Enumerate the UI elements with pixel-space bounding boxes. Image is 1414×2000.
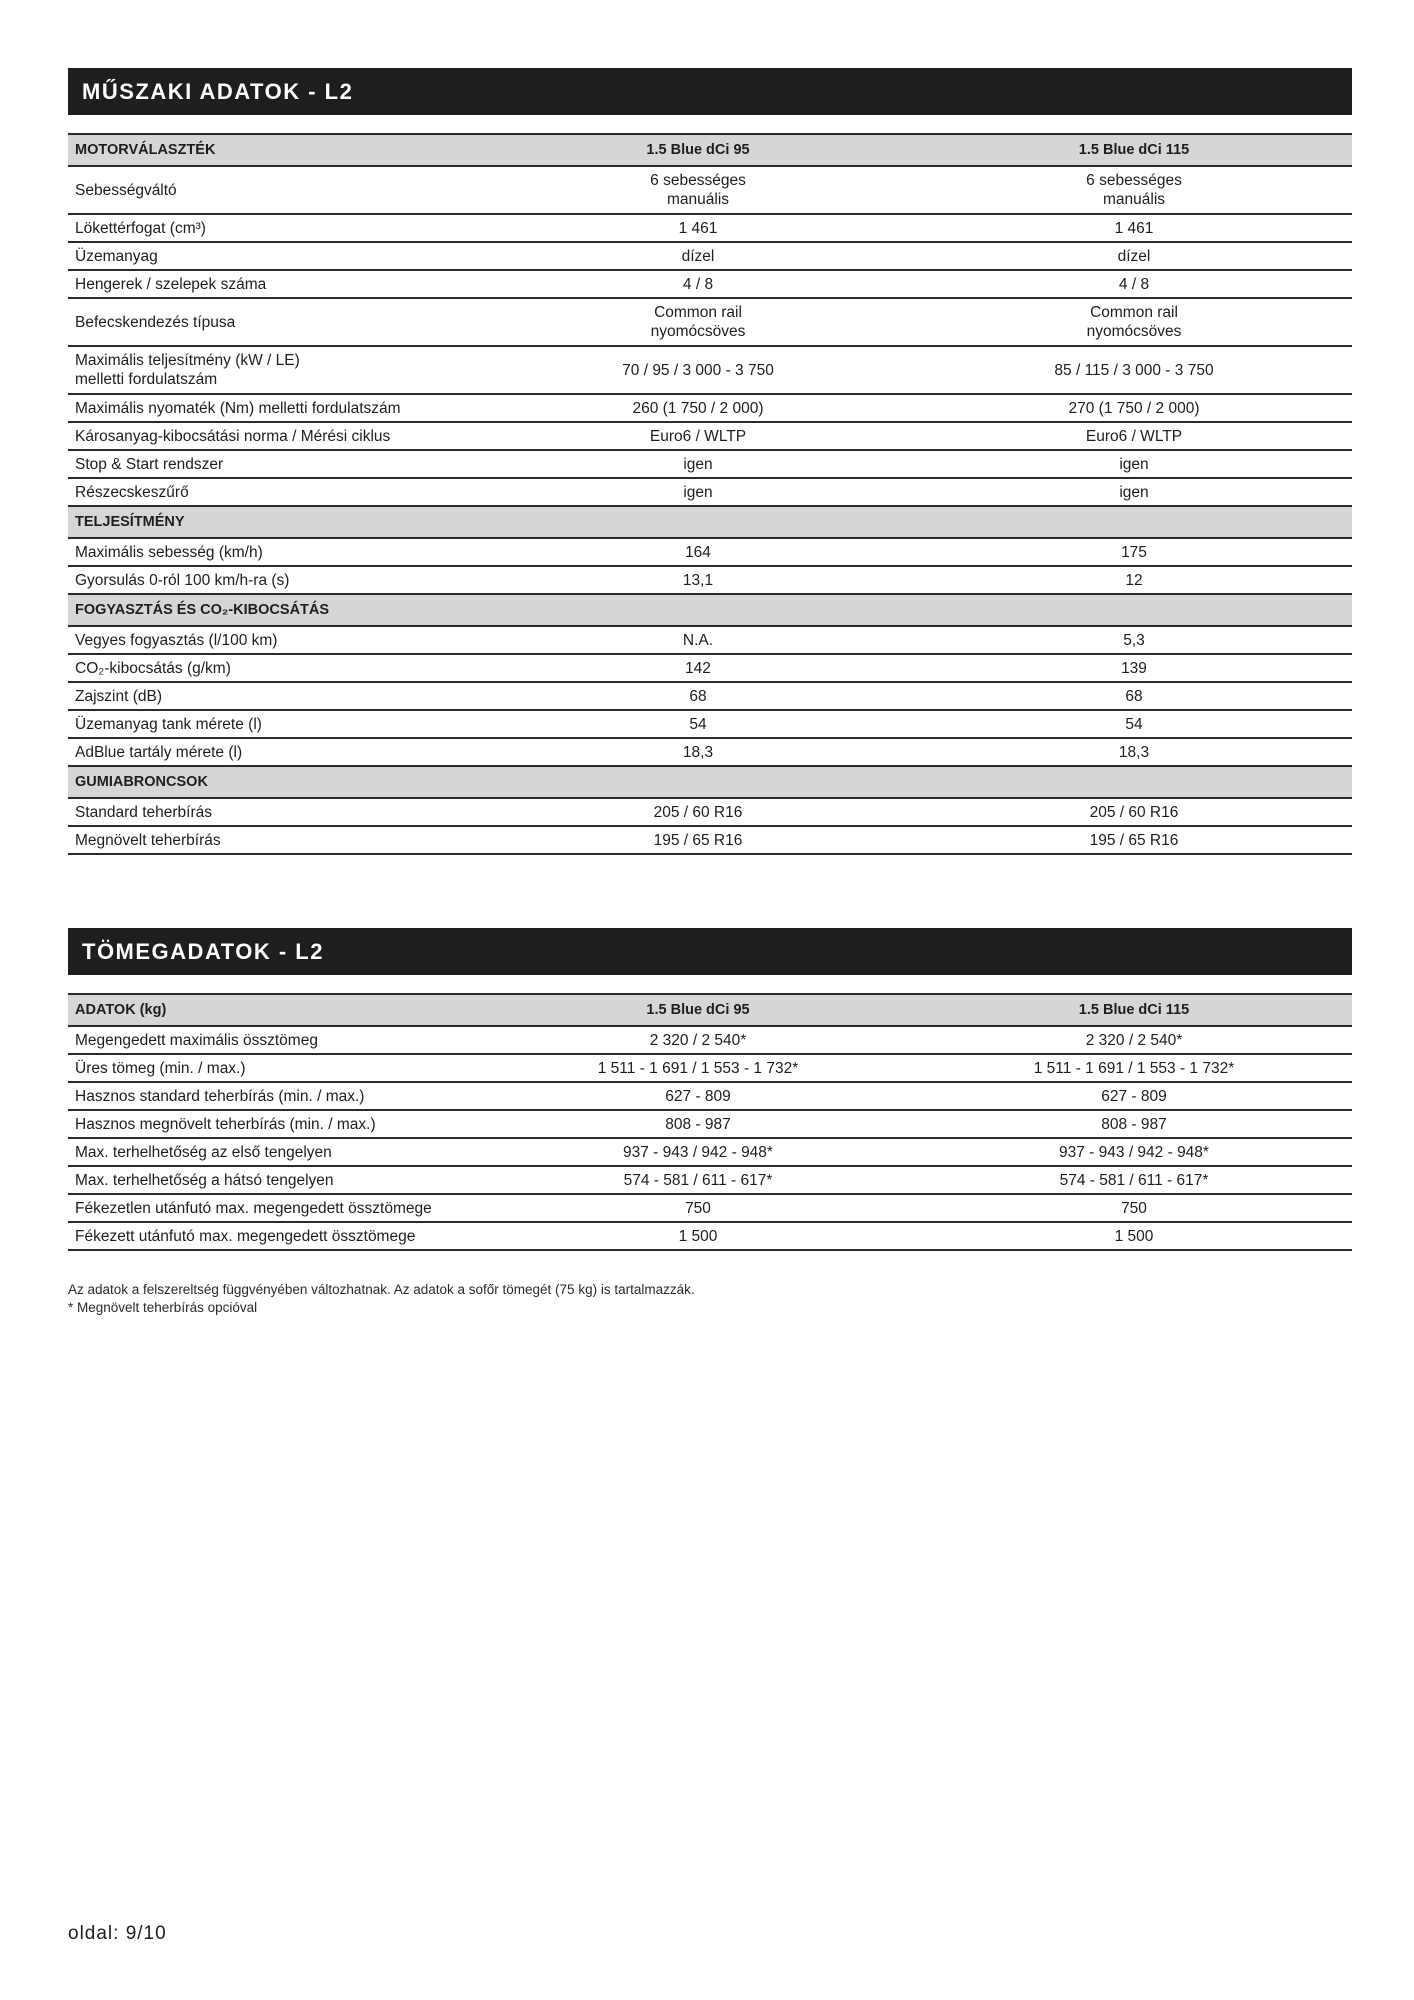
row-label: Max. terhelhetőség az első tengelyen xyxy=(68,1138,480,1166)
value-col-1: 195 / 65 R16 xyxy=(480,826,916,854)
value-col-1: 1 511 - 1 691 / 1 553 - 1 732* xyxy=(480,1054,916,1082)
row-label: Lökettérfogat (cm³) xyxy=(68,214,480,242)
value-col-1: 1.5 Blue dCi 95 xyxy=(480,134,916,166)
tech-spec-table xyxy=(68,133,1352,855)
value-col-2 xyxy=(916,506,1352,538)
row-label: Részecskeszűrő xyxy=(68,478,480,506)
value-col-1: igen xyxy=(480,478,916,506)
value-col-1: 1 500 xyxy=(480,1222,916,1250)
row-label: ADATOK (kg) xyxy=(68,994,480,1026)
table-row xyxy=(68,566,1352,594)
value-col-1: 68 xyxy=(480,682,916,710)
table-row xyxy=(68,346,1352,394)
value-col-1: 164 xyxy=(480,538,916,566)
value-col-2: 937 - 943 / 942 - 948* xyxy=(916,1138,1352,1166)
value-col-1: Euro6 / WLTP xyxy=(480,422,916,450)
row-label: Megengedett maximális össztömeg xyxy=(68,1026,480,1054)
table-row xyxy=(68,242,1352,270)
row-label: Zajszint (dB) xyxy=(68,682,480,710)
table-header-row xyxy=(68,594,1352,626)
value-col-1: 70 / 95 / 3 000 - 3 750 xyxy=(480,346,916,394)
value-col-2: 1 461 xyxy=(916,214,1352,242)
table-row xyxy=(68,478,1352,506)
value-col-2: 1.5 Blue dCi 115 xyxy=(916,994,1352,1026)
value-col-1: 1 461 xyxy=(480,214,916,242)
table-header-row xyxy=(68,766,1352,798)
table-row xyxy=(68,626,1352,654)
table-row xyxy=(68,738,1352,766)
value-col-1: dízel xyxy=(480,242,916,270)
value-col-2: Euro6 / WLTP xyxy=(916,422,1352,450)
value-col-1: N.A. xyxy=(480,626,916,654)
row-label: Maximális sebesség (km/h) xyxy=(68,538,480,566)
table-row xyxy=(68,1110,1352,1138)
table-row xyxy=(68,214,1352,242)
footnotes xyxy=(68,1281,695,1317)
row-label: Sebességváltó xyxy=(68,166,480,214)
value-col-2: 1.5 Blue dCi 115 xyxy=(916,134,1352,166)
value-col-2: 1 511 - 1 691 / 1 553 - 1 732* xyxy=(916,1054,1352,1082)
row-label: Stop & Start rendszer xyxy=(68,450,480,478)
table-row xyxy=(68,298,1352,346)
table-row xyxy=(68,1194,1352,1222)
value-col-1: 13,1 xyxy=(480,566,916,594)
value-col-1: 6 sebességes manuális xyxy=(480,166,916,214)
value-col-1: igen xyxy=(480,450,916,478)
row-label: Befecskendezés típusa xyxy=(68,298,480,346)
value-col-1 xyxy=(480,766,916,798)
table-row xyxy=(68,1082,1352,1110)
value-col-2: igen xyxy=(916,478,1352,506)
table-row xyxy=(68,1166,1352,1194)
value-col-1 xyxy=(480,506,916,538)
value-col-1: 2 320 / 2 540* xyxy=(480,1026,916,1054)
row-label: GUMIABRONCSOK xyxy=(68,766,480,798)
table-header-row xyxy=(68,994,1352,1026)
value-col-2: 85 / 115 / 3 000 - 3 750 xyxy=(916,346,1352,394)
value-col-2: 270 (1 750 / 2 000) xyxy=(916,394,1352,422)
value-col-1: 808 - 987 xyxy=(480,1110,916,1138)
table-row xyxy=(68,166,1352,214)
row-label: Fékezetlen utánfutó max. megengedett össztömege xyxy=(68,1194,480,1222)
value-col-1: 142 xyxy=(480,654,916,682)
value-col-2: igen xyxy=(916,450,1352,478)
value-col-2: 205 / 60 R16 xyxy=(916,798,1352,826)
value-col-2: 5,3 xyxy=(916,626,1352,654)
row-label: Maximális nyomaték (Nm) melletti fordulatszám xyxy=(68,394,480,422)
table-row xyxy=(68,654,1352,682)
table-header-row xyxy=(68,134,1352,166)
value-col-2: 175 xyxy=(916,538,1352,566)
row-label: Hengerek / szelepek száma xyxy=(68,270,480,298)
value-col-2 xyxy=(916,594,1352,626)
footnote-line: * Megnövelt teherbírás opcióval xyxy=(68,1300,258,1315)
row-label: Üzemanyag tank mérete (l) xyxy=(68,710,480,738)
table-row xyxy=(68,450,1352,478)
value-col-2: 1 500 xyxy=(916,1222,1352,1250)
table-header-row xyxy=(68,506,1352,538)
row-label: CO₂-kibocsátás (g/km) xyxy=(68,654,480,682)
row-label: Hasznos megnövelt teherbírás (min. / max.) xyxy=(68,1110,480,1138)
value-col-2: 18,3 xyxy=(916,738,1352,766)
table-row xyxy=(68,538,1352,566)
value-col-1: 18,3 xyxy=(480,738,916,766)
row-label: Hasznos standard teherbírás (min. / max.) xyxy=(68,1082,480,1110)
mass-section-title: TÖMEGADATOK - L2 xyxy=(68,928,1352,975)
row-label: Üres tömeg (min. / max.) xyxy=(68,1054,480,1082)
row-label: FOGYASZTÁS ÉS CO₂-KIBOCSÁTÁS xyxy=(68,594,480,626)
tech-section-title: MŰSZAKI ADATOK - L2 xyxy=(68,68,1352,115)
table-row xyxy=(68,1026,1352,1054)
value-col-2 xyxy=(916,766,1352,798)
row-label: Standard teherbírás xyxy=(68,798,480,826)
row-label: Károsanyag-kibocsátási norma / Mérési ciklus xyxy=(68,422,480,450)
value-col-2: 6 sebességes manuális xyxy=(916,166,1352,214)
value-col-1 xyxy=(480,594,916,626)
value-col-1: 750 xyxy=(480,1194,916,1222)
value-col-2: dízel xyxy=(916,242,1352,270)
value-col-2: 4 / 8 xyxy=(916,270,1352,298)
row-label: Megnövelt teherbírás xyxy=(68,826,480,854)
value-col-2: 68 xyxy=(916,682,1352,710)
value-col-1: 4 / 8 xyxy=(480,270,916,298)
table-row xyxy=(68,682,1352,710)
table-row xyxy=(68,1054,1352,1082)
table-row xyxy=(68,270,1352,298)
value-col-1: 1.5 Blue dCi 95 xyxy=(480,994,916,1026)
table-row xyxy=(68,394,1352,422)
table-row xyxy=(68,1222,1352,1250)
page-number: oldal: 9/10 xyxy=(68,1923,167,1944)
value-col-2: 2 320 / 2 540* xyxy=(916,1026,1352,1054)
table-row xyxy=(68,422,1352,450)
value-col-2: 808 - 987 xyxy=(916,1110,1352,1138)
value-col-1: 260 (1 750 / 2 000) xyxy=(480,394,916,422)
row-label: MOTORVÁLASZTÉK xyxy=(68,134,480,166)
row-label: Gyorsulás 0-ról 100 km/h-ra (s) xyxy=(68,566,480,594)
value-col-2: 750 xyxy=(916,1194,1352,1222)
value-col-1: 627 - 809 xyxy=(480,1082,916,1110)
table-row xyxy=(68,826,1352,854)
row-label: Max. terhelhetőség a hátsó tengelyen xyxy=(68,1166,480,1194)
table-row xyxy=(68,798,1352,826)
value-col-1: Common rail nyomócsöves xyxy=(480,298,916,346)
table-row xyxy=(68,1138,1352,1166)
value-col-2: Common rail nyomócsöves xyxy=(916,298,1352,346)
value-col-2: 54 xyxy=(916,710,1352,738)
row-label: AdBlue tartály mérete (l) xyxy=(68,738,480,766)
value-col-2: 627 - 809 xyxy=(916,1082,1352,1110)
row-label: Üzemanyag xyxy=(68,242,480,270)
value-col-2: 195 / 65 R16 xyxy=(916,826,1352,854)
table-row xyxy=(68,710,1352,738)
value-col-2: 12 xyxy=(916,566,1352,594)
value-col-1: 574 - 581 / 611 - 617* xyxy=(480,1166,916,1194)
value-col-1: 205 / 60 R16 xyxy=(480,798,916,826)
value-col-1: 54 xyxy=(480,710,916,738)
row-label: Vegyes fogyasztás (l/100 km) xyxy=(68,626,480,654)
footnote-line: Az adatok a felszereltség függvényében változhatnak. Az adatok a sofőr tömegét (75 kg) is tartalmazzák. xyxy=(68,1282,695,1297)
mass-spec-table xyxy=(68,993,1352,1251)
value-col-1: 937 - 943 / 942 - 948* xyxy=(480,1138,916,1166)
value-col-2: 139 xyxy=(916,654,1352,682)
row-label: Fékezett utánfutó max. megengedett össztömege xyxy=(68,1222,480,1250)
value-col-2: 574 - 581 / 611 - 617* xyxy=(916,1166,1352,1194)
row-label: TELJESÍTMÉNY xyxy=(68,506,480,538)
row-label: Maximális teljesítmény (kW / LE) melletti fordulatszám xyxy=(68,346,480,394)
